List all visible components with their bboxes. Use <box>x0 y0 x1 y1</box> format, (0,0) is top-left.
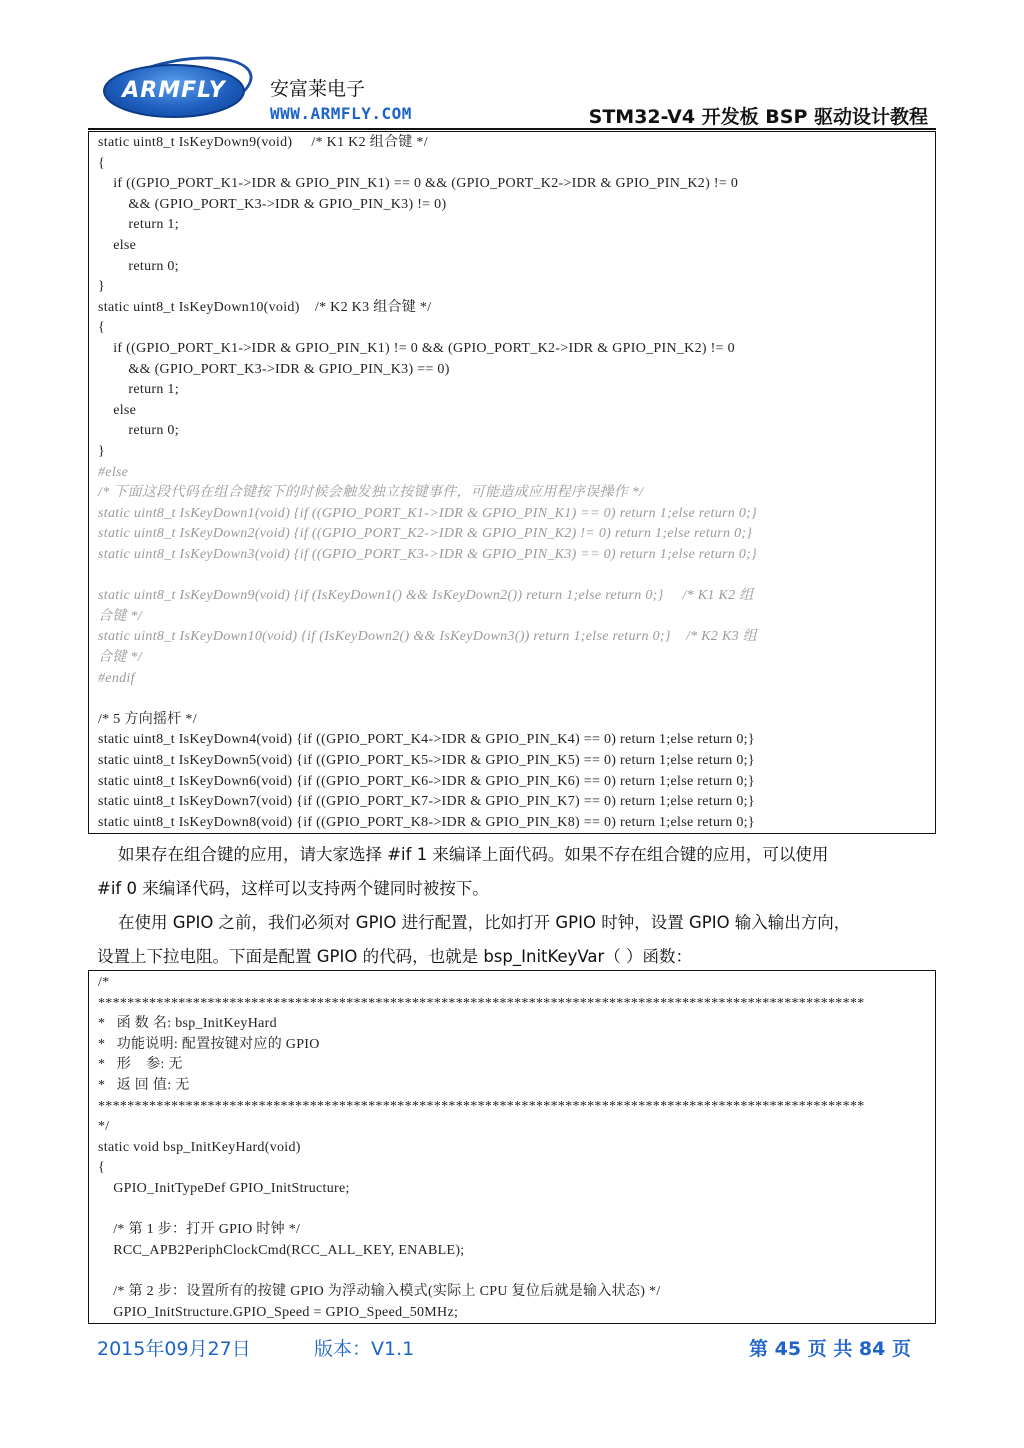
code-line: return 1; <box>98 217 179 233</box>
code-line: static uint8_t IsKeyDown1(void) {if ((GPIO_PORT_K1->IDR & GPIO_PIN_K1) == 0) return 1;else return 0;} <box>98 505 758 521</box>
paragraph-combo-key <box>97 838 927 906</box>
code-line: static uint8_t IsKeyDown9(void) /* K1 K2 组合键 */ <box>98 135 428 150</box>
paragraph-gpio-config <box>97 906 927 974</box>
code-line: && (GPIO_PORT_K3->IDR & GPIO_PIN_K3) != 0) <box>98 196 447 212</box>
footer-version: 版本：V1.1 <box>314 1338 415 1360</box>
paragraph-line: 设置上下拉电阻。下面是配置 GPIO 的代码，也就是 bsp_InitKeyVar（ ）函数： <box>97 947 693 966</box>
footer-date: 2015年09月27日 <box>97 1338 251 1360</box>
code-line: && (GPIO_PORT_K3->IDR & GPIO_PIN_K3) == 0) <box>98 361 450 377</box>
code-line: /* 5 方向摇杆 */ <box>98 711 197 727</box>
code-line: static uint8_t IsKeyDown8(void) {if ((GPIO_PORT_K8->IDR & GPIO_PIN_K8) == 0) return 1;else return 0;} <box>98 814 755 830</box>
code-line: /* <box>98 975 110 990</box>
paragraph-line: 在使用 GPIO 之前，我们必须对 GPIO 进行配置，比如打开 GPIO 时钟，设置 GPIO 输入输出方向， <box>97 913 851 932</box>
code-line: static uint8_t IsKeyDown6(void) {if ((GPIO_PORT_K6->IDR & GPIO_PIN_K6) == 0) return 1;else return 0;} <box>98 773 755 789</box>
code-line: ********************************************************************************************************* <box>98 995 865 1011</box>
code-line: GPIO_InitStructure.GPIO_Speed = GPIO_Speed_50MHz; <box>98 1304 459 1320</box>
header-divider <box>88 128 936 130</box>
code-line: * 形 参: 无 <box>98 1057 183 1073</box>
code-line: return 0; <box>98 423 179 439</box>
code-line: */ <box>98 1119 110 1135</box>
code-line: static uint8_t IsKeyDown9(void) {if (IsKeyDown1() && IsKeyDown2()) return 1;else return 0;} /* K1 K2 组 <box>98 588 754 604</box>
code-line: /* 第 1 步：打开 GPIO 时钟 */ <box>98 1222 301 1238</box>
armfly-logo <box>103 64 245 118</box>
code-line: static uint8_t IsKeyDown4(void) {if ((GPIO_PORT_K4->IDR & GPIO_PIN_K4) == 0) return 1;else return 0;} <box>98 732 755 748</box>
footer-page-number: 第 45 页 共 84 页 <box>749 1338 911 1360</box>
code-line: static uint8_t IsKeyDown10(void) /* K2 K3 组合键 */ <box>98 299 432 315</box>
code-line: if ((GPIO_PORT_K1->IDR & GPIO_PIN_K1) == 0 && (GPIO_PORT_K2->IDR & GPIO_PIN_K2) != 0 <box>98 176 739 192</box>
code-line: 合键 */ <box>98 650 142 665</box>
code-line: * 返 回 值: 无 <box>98 1078 190 1093</box>
code-line: ********************************************************************************************************* <box>98 1098 865 1114</box>
code-line: else <box>98 238 137 253</box>
code-line: static void bsp_InitKeyHard(void) <box>98 1139 301 1155</box>
code-line: { <box>98 1160 106 1176</box>
code-line: #endif <box>98 670 135 686</box>
code-line: * 函 数 名: bsp_InitKeyHard <box>98 1016 277 1032</box>
code-line: /* 第 2 步：设置所有的按键 GPIO 为浮动输入模式(实际上 CPU 复位后就是输入状态) */ <box>98 1284 661 1299</box>
code-line: GPIO_InitTypeDef GPIO_InitStructure; <box>98 1181 350 1196</box>
logo-text: ARMFLY <box>122 78 226 103</box>
code-line: #else <box>98 464 129 480</box>
code-line: { <box>98 320 106 336</box>
page-header <box>0 0 1024 130</box>
code-line: static uint8_t IsKeyDown10(void) {if (IsKeyDown2() && IsKeyDown3()) return 1;else return 0;} /* K2 K3 组 <box>98 629 758 645</box>
paragraph-line: #if 0 来编译代码，这样可以支持两个键同时被按下。 <box>97 879 489 898</box>
paragraph-line: 如果存在组合键的应用，请大家选择 #if 1 来编译上面代码。如果不存在组合键的应用，可以使用 <box>97 845 829 864</box>
code-line: static uint8_t IsKeyDown3(void) {if ((GPIO_PORT_K3->IDR & GPIO_PIN_K3) == 0) return 1;else return 0;} <box>98 547 758 562</box>
code-line: if ((GPIO_PORT_K1->IDR & GPIO_PIN_K1) != 0 && (GPIO_PORT_K2->IDR & GPIO_PIN_K2) != 0 <box>98 341 735 356</box>
code-line: static uint8_t IsKeyDown7(void) {if ((GPIO_PORT_K7->IDR & GPIO_PIN_K7) == 0) return 1;else return 0;} <box>98 794 755 810</box>
document-title: STM32-V4 开发板 BSP 驱动设计教程 <box>588 106 928 128</box>
code-line: 合键 */ <box>98 608 142 624</box>
code-line: else <box>98 402 137 418</box>
code-block-init-key-hard <box>88 970 936 1324</box>
code-line: /* 下面这段代码在组合键按下的时候会触发独立按键事件，可能造成应用程序误操作 */ <box>98 485 644 501</box>
code-line: { <box>98 155 106 171</box>
code-line: return 1; <box>98 382 179 398</box>
code-line: RCC_APB2PeriphClockCmd(RCC_ALL_KEY, ENABLE); <box>98 1242 465 1258</box>
code-line: } <box>98 279 106 295</box>
code-line: static uint8_t IsKeyDown2(void) {if ((GPIO_PORT_K2->IDR & GPIO_PIN_K2) != 0) return 1;else return 0;} <box>98 526 753 542</box>
company-name: 安富莱电子 <box>270 78 366 100</box>
code-line: * 功能说明: 配置按键对应的 GPIO <box>98 1036 320 1052</box>
code-block-key-functions <box>88 131 936 834</box>
code-line: static uint8_t IsKeyDown5(void) {if ((GPIO_PORT_K5->IDR & GPIO_PIN_K5) == 0) return 1;else return 0;} <box>98 753 755 768</box>
website-link[interactable]: WWW.ARMFLY.COM <box>270 104 412 123</box>
code-line: return 0; <box>98 258 179 274</box>
code-line: } <box>98 444 106 459</box>
